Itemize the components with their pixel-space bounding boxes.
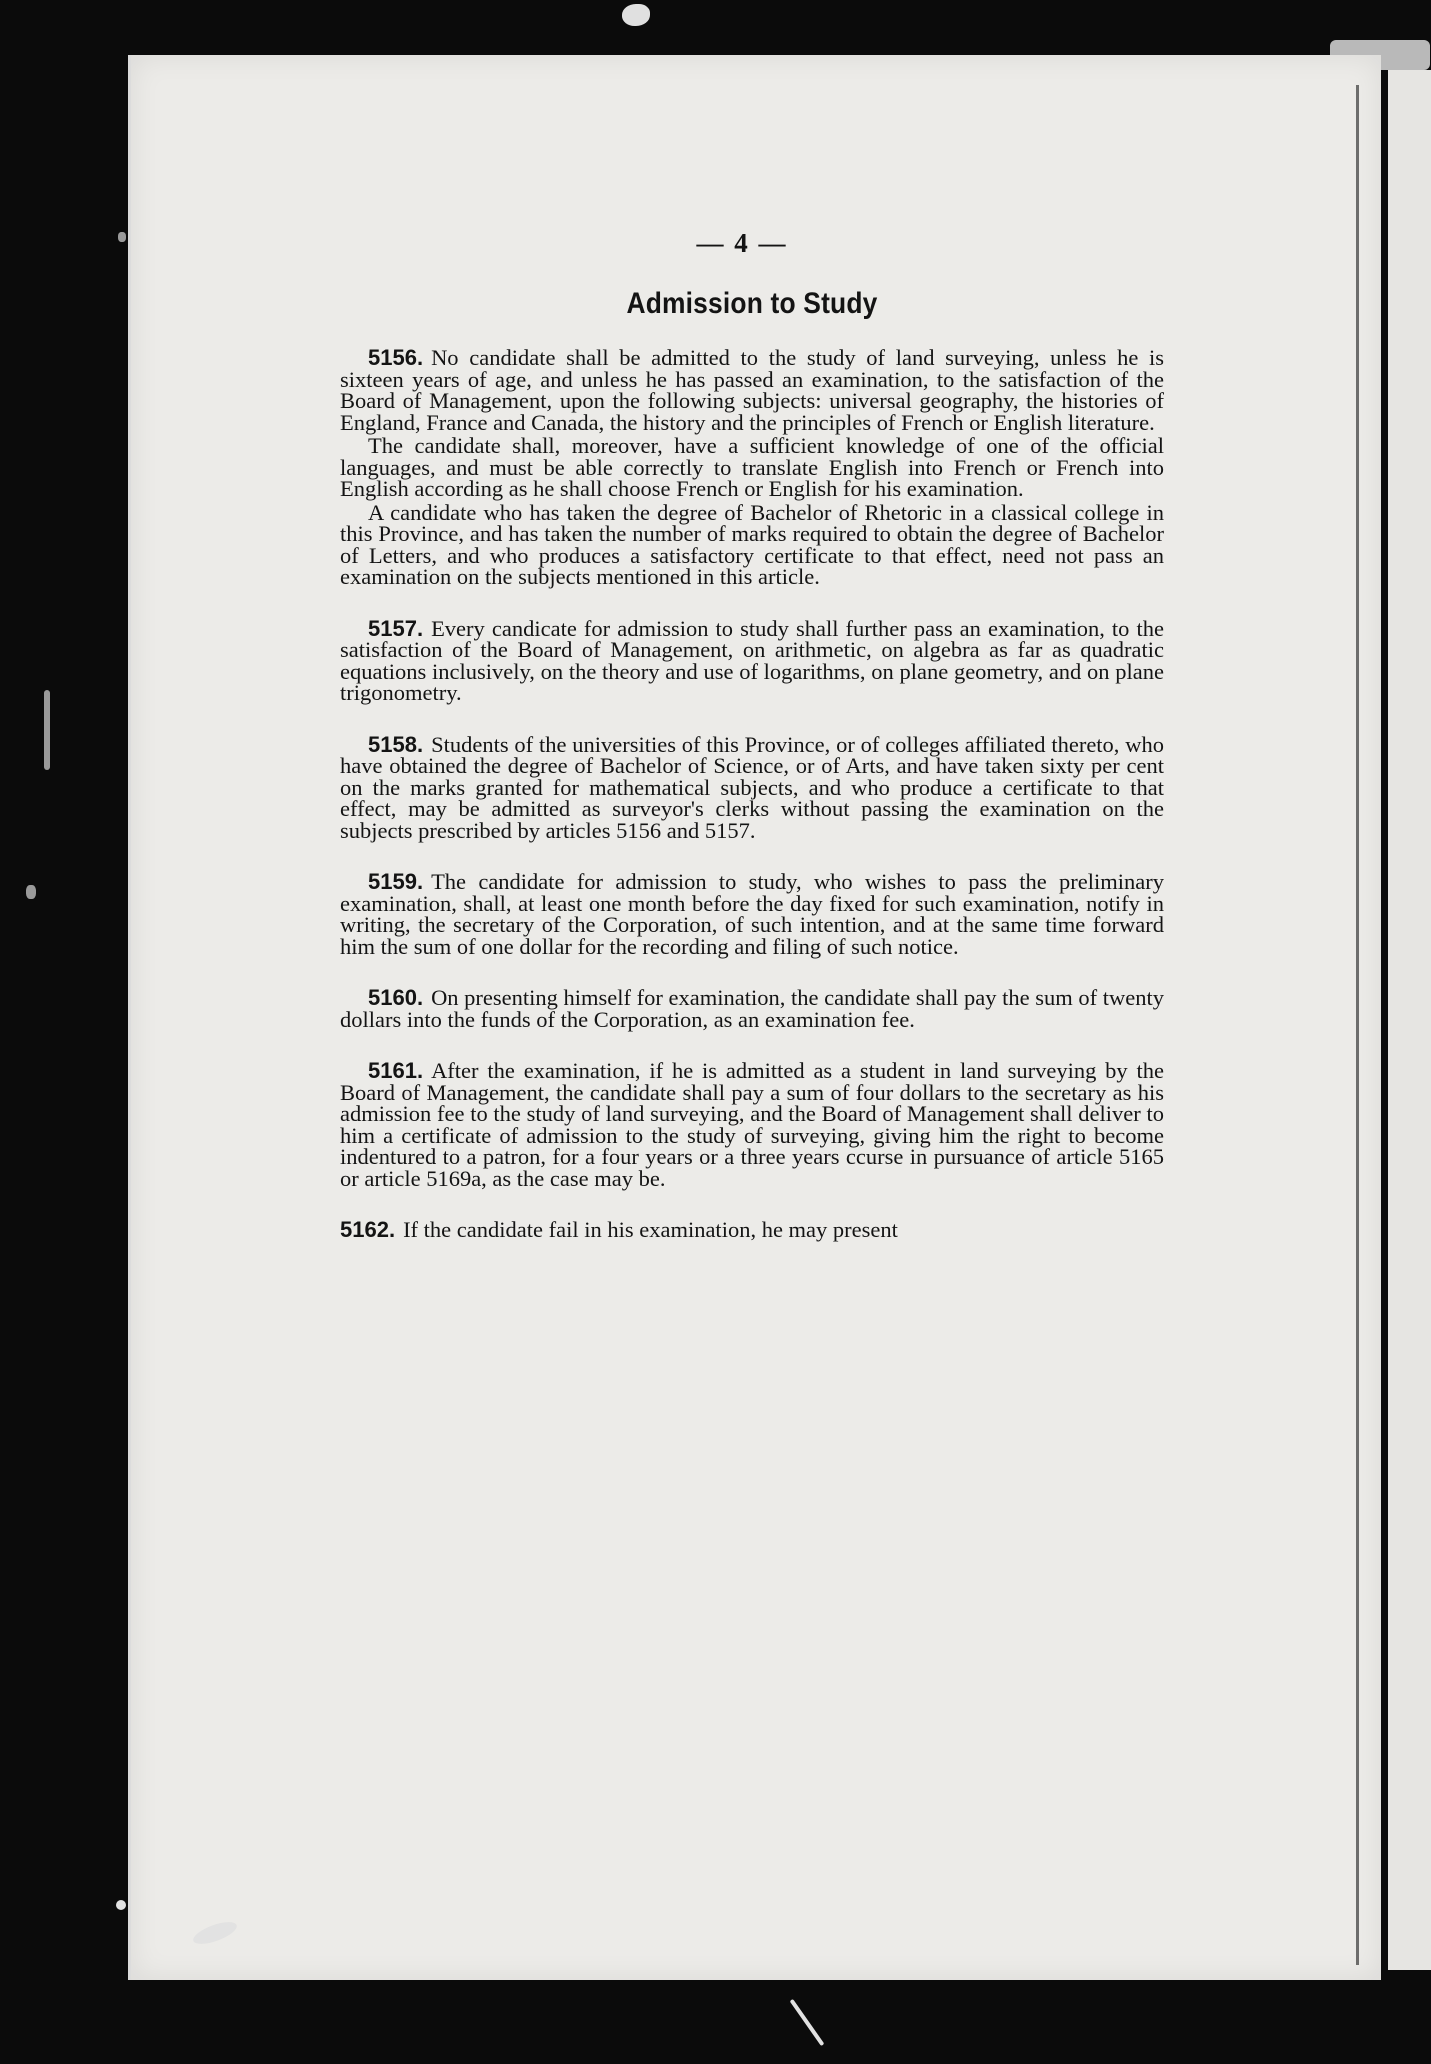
article-text: After the examination, if he is admitted as a student in land surveying by the Board of Management, the candidate shall pay a sum of four dollars to the secretary as his admission fee to the study of land surveying, and the Board of Management shall deliver to him a certificate of admission to the study of surveying, giving him the right to become indentured to a patron, for a four years or a three years ccurse in pursuance of article 5165 or article 5169a, as the case may be. <box>340 1058 1164 1191</box>
article-paragraph: The candidate shall, moreover, have a sufficient knowledge of one of the official languages, and must be able correctly to translate English into French or French into English according as he shall choose French or English for his examination. <box>340 433 1164 501</box>
article-number: 5156. <box>368 345 424 370</box>
document-body <box>340 228 1164 1241</box>
article-paragraph <box>340 615 1164 705</box>
article-text: Every candicate for admission to study shall further pass an examination, to the satisfaction of the Board of Management, on arithmetic, on algebra as far as quadratic equations inclusively, on the theory and use of logarithms, on plane geometry, and on plane trigonometry. <box>340 615 1164 705</box>
article-paragraph <box>340 871 1164 957</box>
section-heading: Admission to Study <box>626 287 878 320</box>
article-paragraph <box>340 1060 1164 1189</box>
article-number: 5161. <box>368 1058 424 1083</box>
article-number: 5158. <box>368 731 424 757</box>
scan-artifact <box>44 690 50 770</box>
article-text: If the candidate fail in his examination, he may present <box>403 1217 898 1242</box>
article-paragraph <box>340 347 1164 433</box>
article-5157 <box>340 615 1164 705</box>
article-number: 5157. <box>368 615 424 641</box>
facing-page-edge <box>1388 70 1431 1970</box>
scan-artifact <box>622 4 650 26</box>
article-text: No candidate shall be admitted to the study of land surveying, unless he is sixteen years of age, and unless he has passed an examination, to the satisfaction of the Board of Management, upon the following subjects: universal geography, the histories of England, France and Canada, the history and the principles of French or English literature. <box>340 345 1164 435</box>
page-fold-line <box>1356 85 1359 1965</box>
article-5160 <box>340 987 1164 1030</box>
article-paragraph <box>340 1219 1164 1241</box>
article-5161 <box>340 1060 1164 1189</box>
article-5158 <box>340 731 1164 843</box>
article-5156 <box>340 347 1164 588</box>
article-text: On presenting himself for examination, the candidate shall pay the sum of twenty dollars into the funds of the Corporation, as an examination fee. <box>340 985 1164 1032</box>
scan-artifact <box>26 885 36 899</box>
article-text: Students of the universities of this Province, or of colleges affiliated thereto, who have obtained the degree of Bachelor of Science, or of Arts, and have taken sixty per cent on the marks granted for mathematical subjects, and who produce a certificate to that effect, may be admitted as surveyor's clerks without passing the examination on the subjects prescribed by articles 5156 and 5157. <box>340 731 1164 843</box>
article-text: The candidate for admission to study, who wishes to pass the preliminary examination, shall, at least one month before the day fixed for such examination, notify in writing, the secretary of the Corporation, of such intention, and at the same time forward him the sum of one dollar for the recording and filing of such notice. <box>340 869 1164 959</box>
page-number: — 4 — <box>696 228 788 258</box>
article-5159 <box>340 871 1164 957</box>
article-number: 5159. <box>368 869 424 894</box>
article-paragraph <box>340 987 1164 1030</box>
scan-artifact <box>116 1900 126 1910</box>
scan-artifact <box>790 1999 825 2046</box>
article-number: 5160. <box>368 985 424 1010</box>
article-5162 <box>340 1219 1164 1241</box>
article-paragraph <box>340 731 1164 843</box>
article-paragraph: A candidate who has taken the degree of Bachelor of Rhetoric in a classical college in this Province, and has taken the number of marks required to obtain the degree of Bachelor of Letters, and who produces a satisfactory certificate to that effect, need not pass an examination on the subjects mentioned in this article. <box>340 499 1164 589</box>
article-number: 5162. <box>340 1217 396 1242</box>
scan-artifact <box>118 232 126 242</box>
